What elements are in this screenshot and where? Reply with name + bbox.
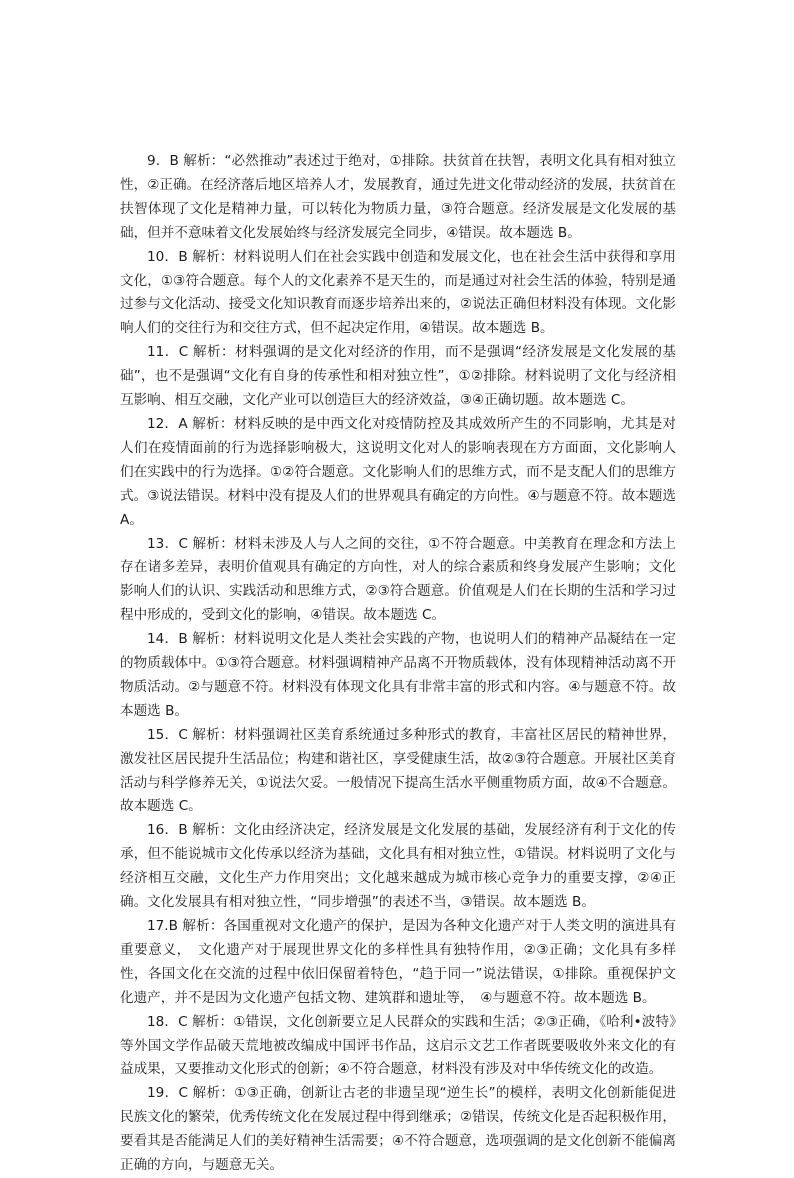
item-text: B 解析：“必然推动”表述过于绝对，①排除。扶贫首在扶智，表明文化具有相对独立性，②正确。在经济落后地区培养人才，发展教育，通过先进文化带动经济的发展，扶贫首在扶智体现了文化是精神力量，可以转化为物质力量，③符合题意。经济发展是文化发展的基础，但并不意味着文化发展始终与经济发展完全同步，④错误。故本题选 B。 xyxy=(120,153,676,241)
item-number: 9． xyxy=(147,153,170,169)
item-text: B 解析：各国重视对文化遗产的保护，是因为各种文化遗产对于人类文明的演进具有重要意义， 文化遗产对于展现世界文化的多样性具有独特作用，②③正确；文化具有多样性，各国文化在交流的过程中依旧保留着特色，“趋于同一”说法错误，①排除。重视保护文化遗产，并不是因为文化遗产包括文物、建筑群和遗址等， ④与题意不符。故本题选 B。 xyxy=(120,918,676,1006)
item-text: B 解析：材料说明人们在社会实践中创造和发展文化，也在社会生活中获得和享用文化，①③符合题意。每个人的文化素养不是天生的，而是通过对社会生活的体验，特别是通过参与文化活动、接受文化知识教育而逐步培养出来的，②说法正确但材料没有体现。文化影响人们的交往行为和交往方式，但不起决定作用，④错误。故本题选 B。 xyxy=(120,248,676,337)
answer-item-11 xyxy=(120,341,676,413)
answer-item-17 xyxy=(120,915,676,1011)
item-number: 15． xyxy=(147,726,179,743)
answer-item-10 xyxy=(120,246,676,342)
item-number: 13． xyxy=(147,535,179,552)
answer-item-14 xyxy=(120,628,676,724)
item-text: B 解析：材料说明文化是人类社会实践的产物，也说明人们的精神产品凝结在一定的物质载体中。①③符合题意。材料强调精神产品离不开物质载体，没有体现精神活动离不开物质活动。②与题意不符。材料没有体现文化具有非常丰富的形式和内容。④与题意不符。故本题选 B。 xyxy=(120,631,676,719)
answer-item-18 xyxy=(120,1011,676,1083)
item-number: 17. xyxy=(147,918,169,934)
item-number: 16． xyxy=(147,822,179,839)
answer-explanations xyxy=(120,150,676,1178)
answer-item-13 xyxy=(120,533,676,629)
item-text: C 解析：①错误，文化创新要立足人民群众的实践和生活；②③正确，《哈利•波特》等外国文学作品破天荒地被改编成中国评书作品，这启示文艺工作者既要吸收外来文化的有益成果，又要推动文化形式的创新；④不符合题意，材料没有涉及对中华传统文化的改造。 xyxy=(120,1013,676,1078)
item-text: A 解析：材料反映的是中西文化对疫情防控及其成效所产生的不同影响，尤其是对人们在疫情面前的行为选择影响极大，这说明文化对人的影响表现在方方面面，文化影响人们在实践中的行为选择。①②符合题意。文化影响人们的思维方式，而不是支配人们的思维方式。③说法错误。材料中没有提及人们的世界观具有确定的方向性。④与题意不符。故本题选 A。 xyxy=(120,415,676,528)
item-number: 11． xyxy=(147,344,179,361)
answer-item-9 xyxy=(120,150,676,246)
item-text: C 解析：材料强调的是文化对经济的作用，而不是强调“经济发展是文化发展的基础”，也不是强调“文化有自身的传承性和相对独立性”，①②排除。材料说明了文化与经济相互影响、相互交融，文化产业可以创造巨大的经济效益，③④正确切题。故本题选 C。 xyxy=(120,344,676,409)
item-number: 19． xyxy=(147,1085,179,1102)
answer-item-12 xyxy=(120,413,676,533)
item-text: C 解析：①③正确，创新让古老的非遗呈现“逆生长”的模样，表明文化创新能促进民族文化的繁荣，优秀传统文化在发展过程中得到继承；②错误，传统文化是否起积极作用，要看其是否能满足人们的美好精神生活需要；④不符合题意，选项强调的是文化创新不能偏离正确的方向，与题意无关。 xyxy=(120,1085,676,1174)
answer-item-19 xyxy=(120,1082,676,1178)
item-number: 10． xyxy=(147,248,179,265)
item-number: 18． xyxy=(147,1013,179,1030)
item-number: 12． xyxy=(147,415,179,432)
answer-item-15 xyxy=(120,724,676,820)
answer-item-16 xyxy=(120,819,676,915)
item-text: B 解析：文化由经济决定，经济发展是文化发展的基础，发展经济有利于文化的传承，但不能说城市文化传承以经济为基础，文化具有相对独立性，①错误。材料说明了文化与经济相互交融，文化生产力作用突出；文化越来越成为城市核心竞争力的重要支撑，②④正确。文化发展具有相对独立性，“同步增强”的表述不当，③错误。故本题选 B。 xyxy=(120,822,676,911)
item-number: 14． xyxy=(147,631,179,648)
item-text: C 解析：材料强调社区美育系统通过多种形式的教育，丰富社区居民的精神世界，激发社区居民提升生活品位；构建和谐社区，享受健康生活，故②③符合题意。开展社区美育活动与科学修养无关，①说法欠妥。一般情况下提高生活水平侧重物质方面，故④不合题意。故本题选 C。 xyxy=(120,726,676,815)
item-text: C 解析：材料未涉及人与人之间的交往，①不符合题意。中美教育在理念和方法上存在诸多差异，表明价值观具有确定的方向性，对人的综合素质和终身发展产生影响；文化影响人们的认识、实践活动和思维方式，②③符合题意。价值观是人们在长期的生活和学习过程中形成的，受到文化的影响，④错误。故本题选 C。 xyxy=(120,535,676,624)
